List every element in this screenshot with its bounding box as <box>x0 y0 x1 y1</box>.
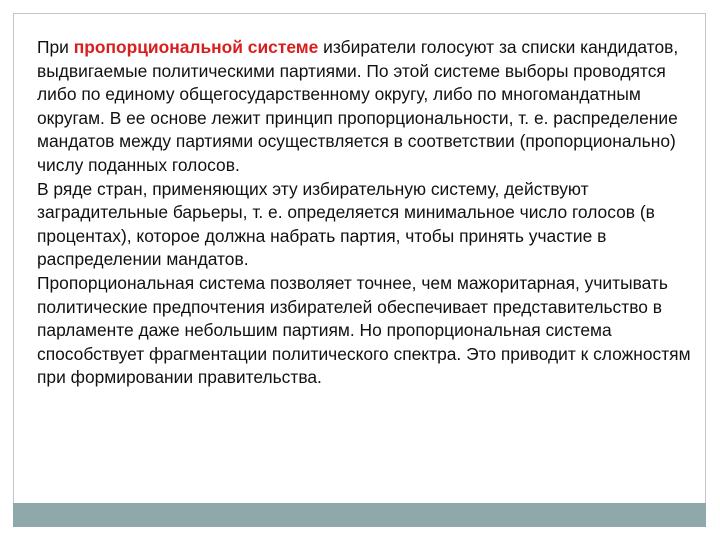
slide-text <box>37 36 697 390</box>
highlighted-term: пропорциональной системе <box>73 37 319 57</box>
paragraph-barriers: В ряде стран, применяющих эту избирательную систему, действуют заградительные барьеры, т. е. определяется минимальное число голосов (в процентах), которое должна набрать партия, чтобы принять участие в распределении мандатов. <box>37 178 655 270</box>
paragraph-proportional-system <box>37 36 697 178</box>
paragraph-lead: При <box>37 37 74 57</box>
paragraph-advantages: Пропорциональная система позволяет точнее, чем мажоритарная, учитывать политические предпочтения избирателей обеспечивает представительство в парламенте даже небольшим партиям. Но пропорциональная система способствует фрагментации политического спектра. Это приводит к сложностям при формировании правительства. <box>37 272 691 388</box>
slide-bottom-bar <box>13 503 706 527</box>
paragraph-body: избиратели голосуют за списки кандидатов, выдвигаемые политическими партиями. По этой системе выборы проводятся либо по единому общегосударственному округу, либо по многомандатным округам. В ее основе лежит принцип пропорциональности, т. е. распределение мандатов между партиями осуществляется в соответствии (пропорционально) числу поданных голосов. <box>37 37 679 175</box>
